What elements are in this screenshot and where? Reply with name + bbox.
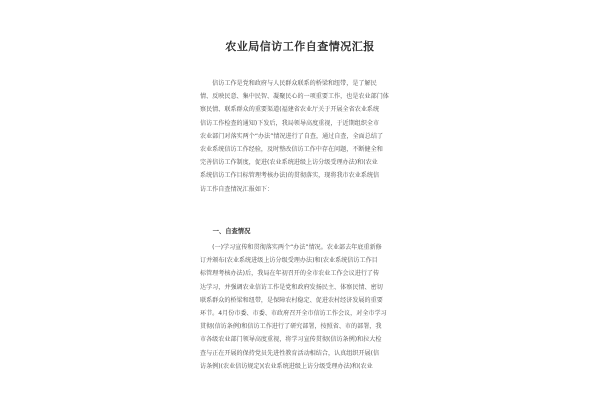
text-line: 农业系统信访工作经验，及时整改信访工作中存在问题，不断健全和 bbox=[200, 145, 383, 153]
text-line: 系统信访工作目标管理考核办法)的贯彻落实，现将我市农业系统信 bbox=[200, 172, 380, 180]
text-line: 访条例)(农业信访规定)(农业系统进级上访分级受理办法)和(农业 bbox=[200, 362, 373, 370]
text-line: 市各级农业部门领导高度重视，将学习宣传贯彻(信访条例)和拉大检 bbox=[200, 336, 382, 344]
document-title: 农业局信访工作自查情况汇报 bbox=[225, 40, 375, 53]
text-line: 察民情、联系群众的重要渠道(福建省农业厅关于开展全省农业系统 bbox=[200, 106, 380, 114]
text-line: 环节。4月份市委、市委、市政府召开全市信访工作会议，对全市学习 bbox=[200, 309, 387, 317]
text-line: (一)学习宣传和贯彻落实两个“办法”情况。农业部去年底重新修 bbox=[200, 244, 382, 251]
text-line: 信访工作是党和政府与人民群众联系的桥梁和纽带，是了解民 bbox=[200, 80, 377, 87]
text-line: 查与正在开展的保持党员先进性教育活动相结合，认真组织开展(信 bbox=[200, 349, 380, 357]
text-line: 农业部门对落实两个“办法”情况进行了自查，通过自查，全面总结了 bbox=[200, 132, 384, 140]
text-line: 信访工作检查的通知)下发后，我局领导高度重视，于近期组织全市 bbox=[200, 119, 380, 127]
text-line: 订并颁布(农业系统进级上访分级受理办法)和(农业系统信访工作目 bbox=[200, 257, 378, 265]
text-line: 访工作自查情况汇报如下： bbox=[200, 185, 274, 193]
paragraph-intro bbox=[200, 77, 400, 196]
text-line: 完善信访工作制度，促进(农业系统进级上访分级受理办法)和(农业 bbox=[200, 159, 378, 167]
text-line: 联系群众的桥梁和纽带，是保障农村稳定、促进农村经济发展的重要 bbox=[200, 296, 383, 304]
text-line: 标管理考核办法)后，我局在年初召开的全市农业工作会议进行了传 bbox=[200, 270, 380, 278]
text-line: 贯彻(信访条例)和信访工作进行了研究部署，按照省、市的部署，我 bbox=[200, 323, 382, 331]
text-line: 达学习，并强调农业信访工作是党和政府发扬民主、体察民情、密切 bbox=[200, 283, 383, 291]
section-heading: 一、自查情况 bbox=[200, 228, 251, 235]
text-line: 情、反映民意、集中民智、凝聚民心的一项重要工作，也是农业部门体 bbox=[200, 93, 389, 101]
paragraph-self-check bbox=[200, 241, 400, 373]
